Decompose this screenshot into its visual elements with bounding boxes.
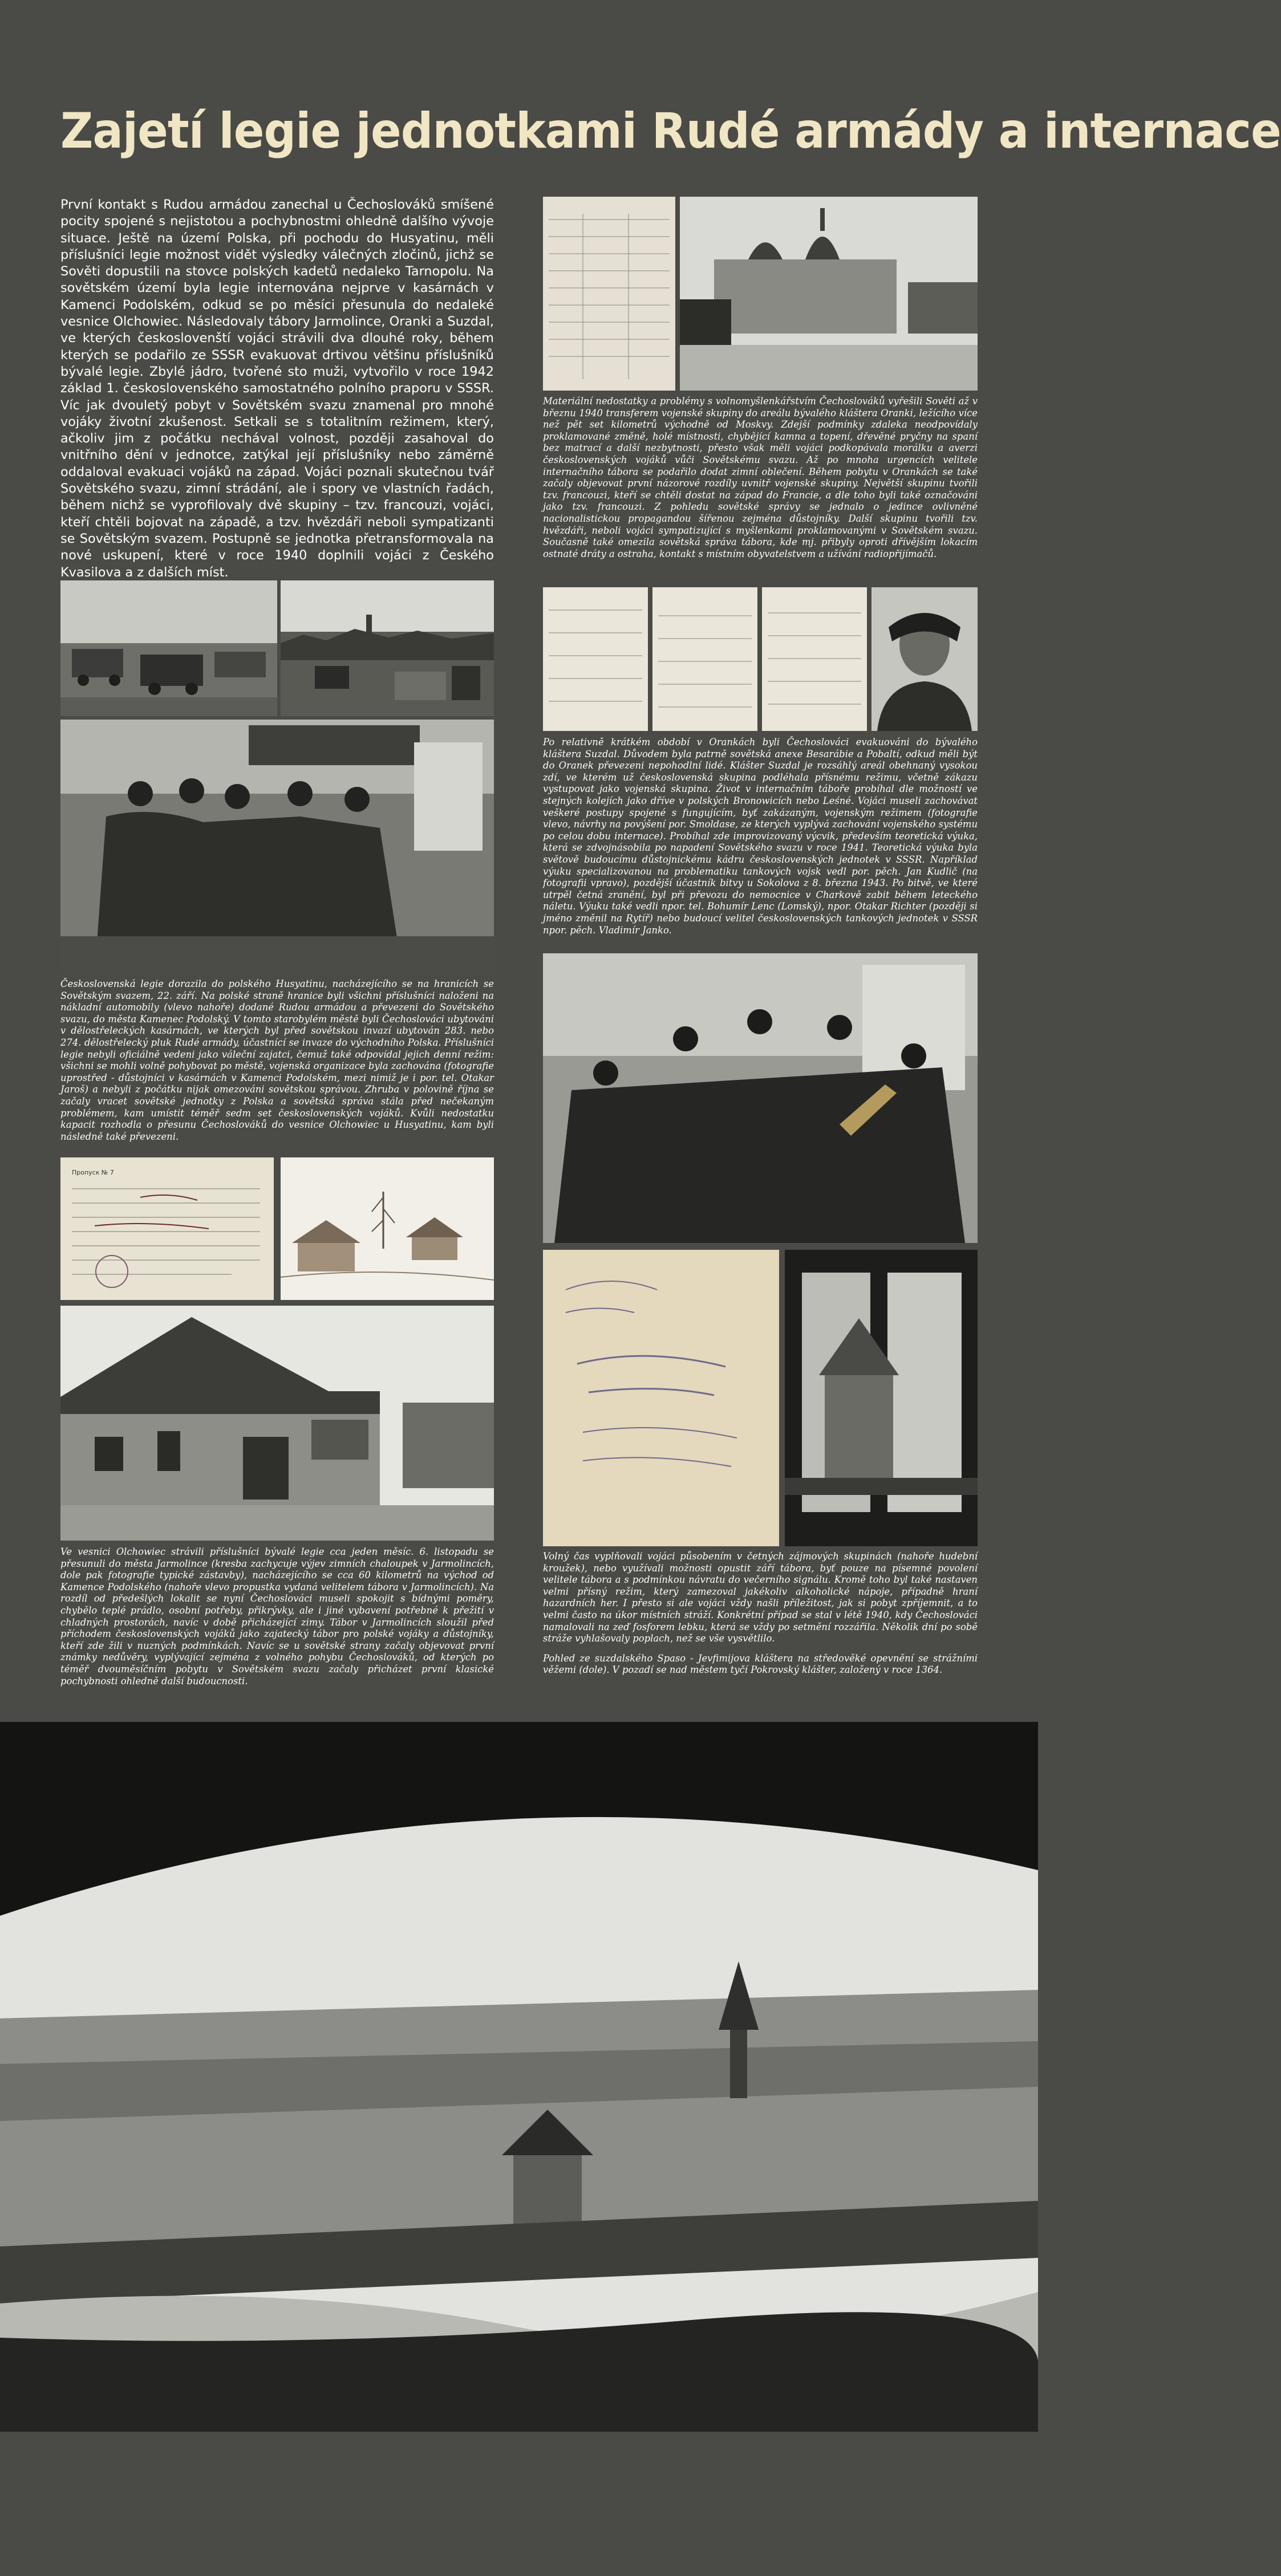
caption-spaso: Pohled ze suzdalského Spaso - Jevfimijova kláštera na středověké opevnění se strážními věžemi (dole). V pozadí se nad městem tyčí Pokrovský klášter, založený v roce 1364. bbox=[543, 1652, 978, 1676]
photo-record-sheet bbox=[543, 197, 675, 391]
caption-husyatin: Československá legie dorazila do polského Husyatinu, nacházejícího se na hranicích se Sovětským svazem, 22. září. Na polské straně hranice byli všichni příslušníci naloženi na nákladní automobily (vlevo nahoře) dodané Rudou armádou a převezeni do Sovětského svazu, do města Kamenec Podolský. V tomto starobylém městě byli Čechoslováci ubytováni v dělostřeleckých kasárnách, ve kterých byl před sovětskou invazí ubytován 283. nebo 274. dělostřelecký pluk Rudé armády, účastnící se invaze do východního Polska. Příslušníci legie nebyli oficiálně vedeni jako váleční zajatci, čemuž také odpovídal jejich denní režim: všichni se mohli volně pohybovat po městě, vojenská organizace byla zachována (fotografie uprostřed - důstojníci v kasárnách v Kamenci Podolském, mezi nimiž je i por. tel. Otakar Jaroš) a nebyli z počátku nijak omezováni sovětskou správou. Zhruba v polovině října se začaly vracet sovětské jednotky z Polska a sovětská správa stála před nečekaným problémem, kam umístit téměř sedm set československých vojáků. Kvůli nedostatku kapacit rozhodla o přesunu Čechoslováků do vesnice Olchowiec u Husyatinu, kam byli následně také převezeni. bbox=[60, 978, 494, 1142]
caption-oranki: Materiální nedostatky a problémy s volnomyšlenkářstvím Čechoslováků vyřešili Sověti až v březnu 1940 transferem vojenské skupiny do areálu bývalého kláštera Oranki, ležícího více než pět set kilometrů východně od Moskvy. Zdejší podmínky zdaleka neodpovídaly proklamované změně, holé místnosti, chybějící kamna a topení, dřevěné pryčny na spaní bez matrací a další nezbytnosti, přesto však měli vojáci podkopávala morálku a averzi československých vojáků vůči Sovětskému svazu. Až po mnoha urgencích velitele internačního tábora se podařilo dodat zimní oblečení. Během pobytu v Orankách se také začaly objevovat první názorové rozdíly uvnitř vojenské skupiny. Největší skupinu tvořili tzv. francouzi, kteří se chtěli dostat na západ do Francie, a dle toho byli také označováni jako tzv. francouzi. Z pohledu sovětské správy se jednalo o jedince ovlivněné nacionalistickou propagandou šířenou zejména důstojníky. Další skupinu tvořili tzv. hvězdáři, neboli vojáci sympatizující s myšlenkami proklamovanými v Sovětském svazu. Současně také omezila sovětská správa tábora, kde mj. přibyly oproti dřívějším lokacím ostnaté dráty a ostraha, kontakt s místním obyvatelstvem a užívání radiopřijímačů. bbox=[543, 396, 978, 559]
photo-music-club bbox=[543, 953, 978, 1243]
page-title: Zajetí legie jednotkami Rudé armády a internace bbox=[60, 103, 1281, 160]
photo-club-notebook bbox=[543, 1250, 779, 1546]
photo-promotion-form-2 bbox=[652, 587, 757, 731]
caption-suzdal: Po relativně krátkém období v Orankách byli Čechoslováci evakuováni do bývalého kláštera Suzdal. Důvodem byla patrně sovětská anexe Besarábie a Pobaltí, odkud měli být do Oranek převezeni nepohodlní lidé. Klášter Suzdal je rozsáhlý areál obehnaný vysokou zdí, ve kterém už československá skupina podléhala přísnému režimu, včetně zákazu vystupovat jako vojenská skupina. Život v internačním táboře probíhal dle možností ve stejných kolejích jako dříve v polských Bronowicích nebo Leśné. Vojáci museli zachovávat veškeré postupy spojené s fungujícím, byť zakázaným, vojenským režimem (fotografie vlevo, návrhy na povýšení por. Smoldase, ze kterých vyplývá zachování vojenského systému po celou dobu internace). Probíhal zde improvizovaný výcvik, především teoretická výuka, která se zdvojnásobila po napadení Sovětského svazu v roce 1941. Teoretická výuka byla světově budoucímu důstojnickému kádru československých jednotek v SSSR. Například výuku specializovanou na problematiku tankových vojsk vedl por. pěch. Jan Kudlič (na fotografii vpravo), pozdější účastník bitvy u Sokolova z 8. března 1943. Po bitvě, ve které utrpěl četná zranění, byl při převozu do nemocnice v Charkově zabit během leteckého náletu. Výuku také vedli npor. tel. Bohumír Lenc (Lomský), npor. Otakar Richter (později si jméno změnil na Rytíř) nebo budoucí velitel československých tankových jednotek v SSSR npor. pěch. Vladimír Janko. bbox=[543, 737, 978, 936]
caption-kruzhky: Volný čas vyplňovali vojáci působením v četných zájmových skupinách (nahoře hudební kroužek), nebo využívali možnosti opustit září tábora, byť pouze na písemné povolení velitele tábora a s podmínkou návratu do večerního signálu. Kromě toho byl také nastaven velmi přísný režim, který zamezoval jakékoliv alkoholické nápoje, případně hraní hazardních her. I přesto si ale vojáci vždy našli příležitost, jak si pobyt zpříjemnit, a to velmi často na úkor místních stráží. Konkrétní případ se stal v létě 1940, kdy Čechoslováci namalovali na zeď fosforem lebku, která se vždy po setmění rozzářila. Několik dní po sobě stráže vyhlašovaly poplach, než se vše vysvětlilo. bbox=[543, 1551, 978, 1644]
photo-document-pass bbox=[60, 1157, 274, 1300]
photo-trucks-border bbox=[60, 580, 277, 716]
photo-town-panorama bbox=[281, 580, 494, 716]
photo-portrait-kudlic bbox=[871, 587, 978, 731]
caption-right-bottom bbox=[543, 1551, 978, 1684]
photo-village-house bbox=[60, 1306, 494, 1541]
photo-suzdal-tower bbox=[785, 1250, 978, 1546]
photo-suzdal-panorama bbox=[0, 1722, 1038, 2432]
photo-officers-group bbox=[60, 720, 494, 974]
intro-paragraph: První kontakt s Rudou armádou zanechal u Čechoslováků smíšené pocity spojené s nejistotou a pochybnostmi ohledně dalšího vývoje situace. Ještě na území Polska, při pochodu do Husyatinu, měli příslušníci legie možnost vidět výsledky válečných zločinů, jichž se Sověti dopustili na stovce polských kadetů nedaleko Tarnopolu. Na sovětském území byla legie internována nejprve v kasárnách v Kamenci Podolském, odkud se po měsíci přesunula do nedaleké vesnice Olchowiec. Následovaly tábory Jarmolince, Oranki a Suzdal, ve kterých českoslovenští vojáci strávili dva dlouhé roky, během kterých se podařilo ze SSSR evakuovat drtivou většinu příslušníků bývalé legie. Zbylé jádro, tvořené sto muži, vytvořilo v roce 1942 základ 1. československého samostatného polního praporu v SSSR. Víc jak dvouletý pobyt v Sovětském svazu znamenal pro mnohé vojáky životní zkušenost. Setkali se s totalitním režimem, který, ačkoliv jim z počátku nechával volnost, později zasahoval do vnitřního dění v jednotce, zatýkal její příslušníky nebo záměrně oddaloval evakuaci vojáků na západ. Vojáci poznali skutečnou tvář Sovětského svazu, zimní strádání, ale i spory ve vlastních řadách, během nichž se vyprofilovaly dvě skupiny – tzv. francouzi, vojáci, kteří chtěli bojovat na západě, a tzv. hvězdáři neboli sympatizanti se Sovětským svazem. Postupně se jednotka přetransformovala na nové uskupení, které v roce 1940 doplnili vojáci z Českého Kvasilova a z dalších míst. bbox=[60, 197, 494, 580]
caption-olchowiec: Ve vesnici Olchowiec strávili příslušníci bývalé legie cca jeden měsíc. 6. listopadu se přesunuli do města Jarmolince (kresba zachycuje výjev zimních chaloupek v Jarmolincích, dole pak fotografie typické zástavby), nacházejícího se cca 60 kilometrů na východ od Kamence Podolského (nahoře vlevo propustka vydaná velitelem tábora v Jarmolincích). Na rozdíl od předešlých lokalit se nyní Čechoslováci museli spokojit s bídnými poměry, chybělo teplé prádlo, osobní potřeby, přikrývky, ale i jiné vybavení potřebné k přežití v chladných prostorách, navíc v době přicházející zimy. Tábor v Jarmolincích sloužil před příchodem československých vojáků jako zajatecký tábor pro polské vojáky a důstojníky, kteří zde žili v nuzných podmínkách. Navíc se u sovětské strany začaly objevovat první známky nedůvěry, vyplývající zejména z volného pohybu Čechoslováků, od kterých po téměř dvouměsíčním pobytu v Sovětském svazu začaly přicházet první klasické pochybnosti ohledně další budoucnosti. bbox=[60, 1546, 494, 1687]
photo-winter-drawing bbox=[281, 1157, 494, 1300]
photo-promotion-form-3 bbox=[762, 587, 867, 731]
pass-header: Пропуск № 7 bbox=[72, 1169, 114, 1176]
photo-promotion-form-1 bbox=[543, 587, 648, 731]
photo-oranki-monastery bbox=[680, 197, 978, 391]
